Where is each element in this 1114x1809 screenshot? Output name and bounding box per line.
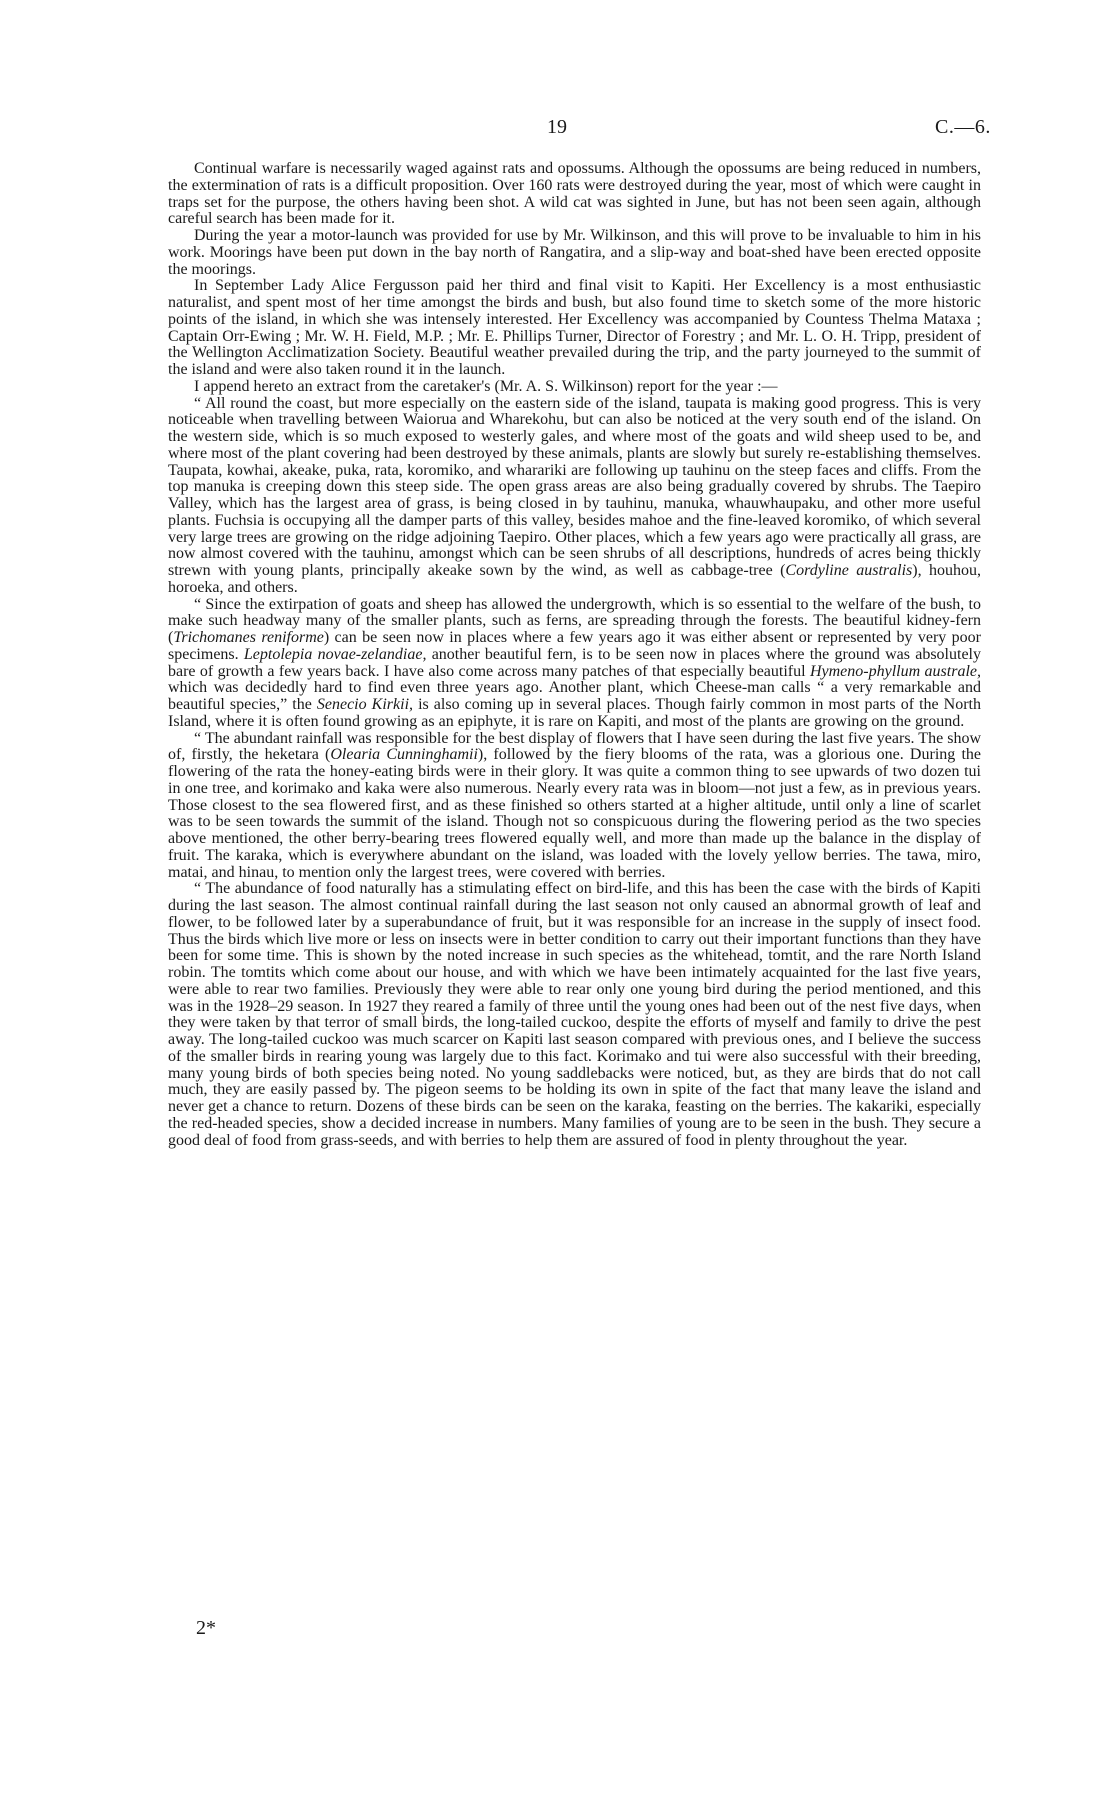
text-run: is also coming up in several places. Though fairly common in most parts of the North Island, where it is often found growing as an epiphyte, it is rare on Kapiti, and most of the plants are growing on the ground. [168, 696, 981, 730]
italic-term: Senecio Kirkii, [316, 696, 414, 713]
paragraph [168, 379, 981, 396]
paragraph [168, 396, 981, 597]
text-run: another beautiful fern, is to be seen now in places where the ground was absolutely bare of growth a few years back. I have also come across many patches of that especially beautiful [168, 645, 981, 680]
text-run: ), followed by the fiery blooms of the rata, was a glorious one. During the flowering of the rata the honey-eating birds were in their glory. It was quite a common thing to see upwards of two dozen tui in one tree, and korimako and kaka were also numerous. Nearly every rata was in bloom—not just a few, as in previous years. Those closest to the sea flowered first, and as these finished so others started at a higher altitude, until only a line of scarlet was to be seen towards the summit of the island. Though not so conspicuous during the flowering period as the two species above mentioned, the other berry-bearing trees flowered equally well, and more than made up the balance in the display of fruit. The karaka, which is everywhere abundant on the island, was loaded with the lovely yellow berries. The tawa, miro, matai, and hinau, to mention only the largest trees, were covered with berries. [168, 746, 982, 881]
body-text [168, 161, 981, 1149]
italic-term: Leptolepia novae-zelandiae, [243, 645, 427, 663]
text-run: Continual warfare is necessarily waged against rats and opossums. Although the opossums are being reduced in numbers, the extermination of rats is a difficult proposition. Over 160 rats were destroyed during the year, most of which were caught in traps set for the purpose, the others having been shot. A wild cat was sighted in June, but has not been seen again, although careful search has been made for it. [168, 160, 981, 228]
italic-term: Olearia Cunninghamii [330, 746, 478, 764]
paragraph [168, 228, 981, 278]
text-run: which was decidedly hard to find even three years ago. Another plant, which Cheese-man calls “ a very remarkable and beautiful species,” the [168, 679, 981, 713]
document-code: C.—6. [935, 116, 991, 138]
signature-mark: 2* [196, 1617, 216, 1639]
text-run: “ The abundance of food naturally has a stimulating effect on bird-life, and this has been the case with the birds of Kapiti during the last season. The almost continual rainfall during the last season not only caused an abnormal growth of leaf and flower, to be followed later by a superabundance of fruit, but it was responsible for an increase in the supply of insect food. Thus the birds which live more or less on insects were in better condition to carry out their important functions than they have been for some time. This is shown by the noted increase in such species as the whitehead, tomtit, and the rare North Island robin. The tomtits which come about our house, and with which we have been intimately acquainted for the last five years, were able to rear two families. Previously they were able to rear only one young bird during the period mentioned, and this was in the 1928–29 season. In 1927 they reared a family of three until the young ones had been out of the nest five days, when they were taken by that terror of small birds, the long-tailed cuckoo, despite the efforts of myself and family to drive the pest away. The long-tailed cuckoo was much scarcer on Kapiti last season compared with previous ones, and I believe the success of the smaller birds in rearing young was largely due to this fact. Korimako and tui were also successful with their breeding, many young birds of both species being noted. No young saddlebacks were noticed, but, as they are birds that do not call much, they are easily passed by. The pigeon seems to be holding its own in spite of the fact that many leave the island and never get a chance to return. Dozens of these birds can be seen on the karaka, feasting on the berries. The kakariki, especially the red-headed species, show a decided increase in numbers. Many families of young are to be seen in the bush. They secure a good deal of food from grass-seeds, and with berries to help them are assured of food in plenty throughout the year. [168, 880, 981, 1149]
text-run: I append hereto an extract from the caretaker's (Mr. A. S. Wilkinson) report for the year :— [194, 377, 778, 395]
text-run: “ Since the extirpation of goats and sheep has allowed the undergrowth, which is so essential to the welfare of the bush, to make such headway many of the smaller plants, such as ferns, are spreading through the forests. The beautiful kidney-fern ( [168, 595, 981, 646]
paragraph [168, 597, 981, 731]
paragraph [168, 731, 981, 882]
text-run: “ All round the coast, but more especially on the eastern side of the island, taupata is making good progress. This is very noticeable when travelling between Waiorua and Wharekohu, but can also be noticed at the very south end of the island. On the western side, which is so much exposed to westerly gales, and where most of the goats and wild sheep used to be, and where most of the plant covering had been destroyed by these animals, plants are slowly but surely re-establishing themselves. Taupata, kowhai, akeake, puka, rata, koromiko, and wharariki are following up tauhinu on the steep faces and cliffs. From the top manuka is creeping down this steep side. The open grass areas are also being gradually covered by shrubs. The Taepiro Valley, which has the largest area of grass, is being closed in by tauhinu, manuka, whauwhaupaku, and other more useful plants. Fuchsia is occupying all the damper parts of this valley, besides mahoe and the fine-leaved koromiko, of which several very large trees are growing on the ridge adjoining Taepiro. Other places, which a few years ago were practically all grass, are now almost covered with the tauhinu, amongst which can be seen shrubs of all descriptions, hundreds of acres being thickly strewn with young plants, principally akeake sown by the wind, as well as cabbage-tree ( [168, 394, 981, 579]
page-number: 19 [547, 116, 567, 138]
text-run: During the year a motor-launch was provided for use by Mr. Wilkinson, and this will prove to be invaluable to him in his work. Moorings have been put down in the bay north of Rangatira, and a slip-way and boat-shed have been erected opposite the moorings. [168, 227, 981, 278]
text-run: In September Lady Alice Fergusson paid her third and final visit to Kapiti. Her Excellency is a most enthusiastic naturalist, and spent most of her time amongst the birds and bush, but also found time to sketch some of the more historic points of the island, in which she was intensely interested. Her Excellency was accompanied by Countess Thelma Mataxa ; Captain Orr-Ewing ; Mr. W. H. Field, M.P. ; Mr. E. Phillips Turner, Director of Forestry ; and Mr. L. O. H. Tripp, president of the Wellington Acclimatization Society. Beautiful weather prevailed during the trip, and the party journeyed to the summit of the island and were also taken round it in the launch. [168, 277, 981, 378]
paragraph [168, 881, 981, 1149]
italic-term: Cordyline australis [785, 562, 913, 579]
text-run: ) can be seen now in places where a few years ago it was either absent or represented by very poor specimens. [168, 629, 981, 663]
paragraph [168, 161, 981, 228]
italic-term: Hymeno-phyllum australe, [809, 662, 981, 680]
paragraph [168, 278, 981, 379]
text-run: ), houhou, horoeka, and others. [168, 562, 982, 596]
italic-term: Trichomanes reniforme [173, 629, 324, 646]
text-run: “ The abundant rainfall was responsible for the best display of flowers that I have seen during the last five years. The show of, firstly, the heketara ( [168, 729, 981, 764]
